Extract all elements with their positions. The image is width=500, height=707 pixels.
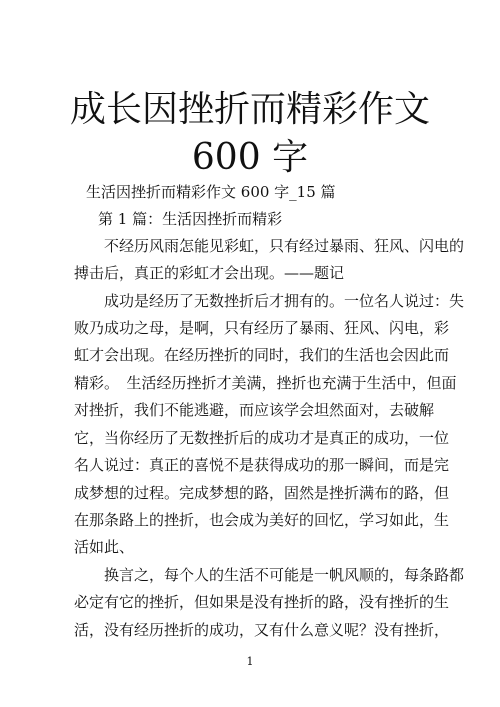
title-line-2: 600 字 — [191, 137, 309, 178]
text-line: 活如此、 — [74, 538, 135, 556]
text-line: 虹才会出现。在经历挫折的同时，我们的生活也会因此而 — [74, 346, 450, 364]
chapter-heading: 第 1 篇：生活因挫折而精彩 — [98, 210, 283, 228]
document-title — [0, 88, 500, 184]
text-line: 活，没有经历挫折的成功，又有什么意义呢？没有挫折， — [74, 621, 450, 639]
document-subtitle: 生活因挫折而精彩作文 600 字_15 篇 — [86, 183, 336, 201]
title-line-1: 成长因挫折而精彩作文 — [69, 89, 430, 130]
text-line: 不经历风雨怎能见彩虹，只有经过暴雨、狂风、闪电的 — [104, 237, 465, 255]
text-line: 名人说过：真正的喜悦不是获得成功的那一瞬间，而是完 — [74, 456, 450, 474]
text-line: 必定有它的挫折，但如果是没有挫折的路，没有挫折的生 — [74, 593, 450, 611]
page-number: 1 — [246, 655, 254, 668]
text-line: 败乃成功之母，是啊，只有经历了暴雨、狂风、闪电，彩 — [74, 319, 450, 337]
text-line: 成功是经历了无数挫折后才拥有的。一位名人说过：失 — [104, 292, 465, 310]
text-line: 在那条路上的挫折，也会成为美好的回忆，学习如此，生 — [74, 511, 450, 529]
text-line: 对挫折，我们不能逃避，而应该学会坦然面对，去破解 — [74, 401, 435, 419]
text-line: 搏击后，真正的彩虹才会出现。——题记 — [74, 264, 345, 282]
text-line: 它，当你经历了无数挫折后的成功才是真正的成功，一位 — [74, 429, 450, 447]
text-line: 精彩。 生活经历挫折才美满，挫折也充满于生活中，但面 — [74, 374, 457, 392]
text-line: 成梦想的过程。完成梦想的路，固然是挫折满布的路，但 — [74, 484, 450, 502]
text-line: 换言之，每个人的生活不可能是一帆风顺的，每条路都 — [104, 566, 465, 584]
